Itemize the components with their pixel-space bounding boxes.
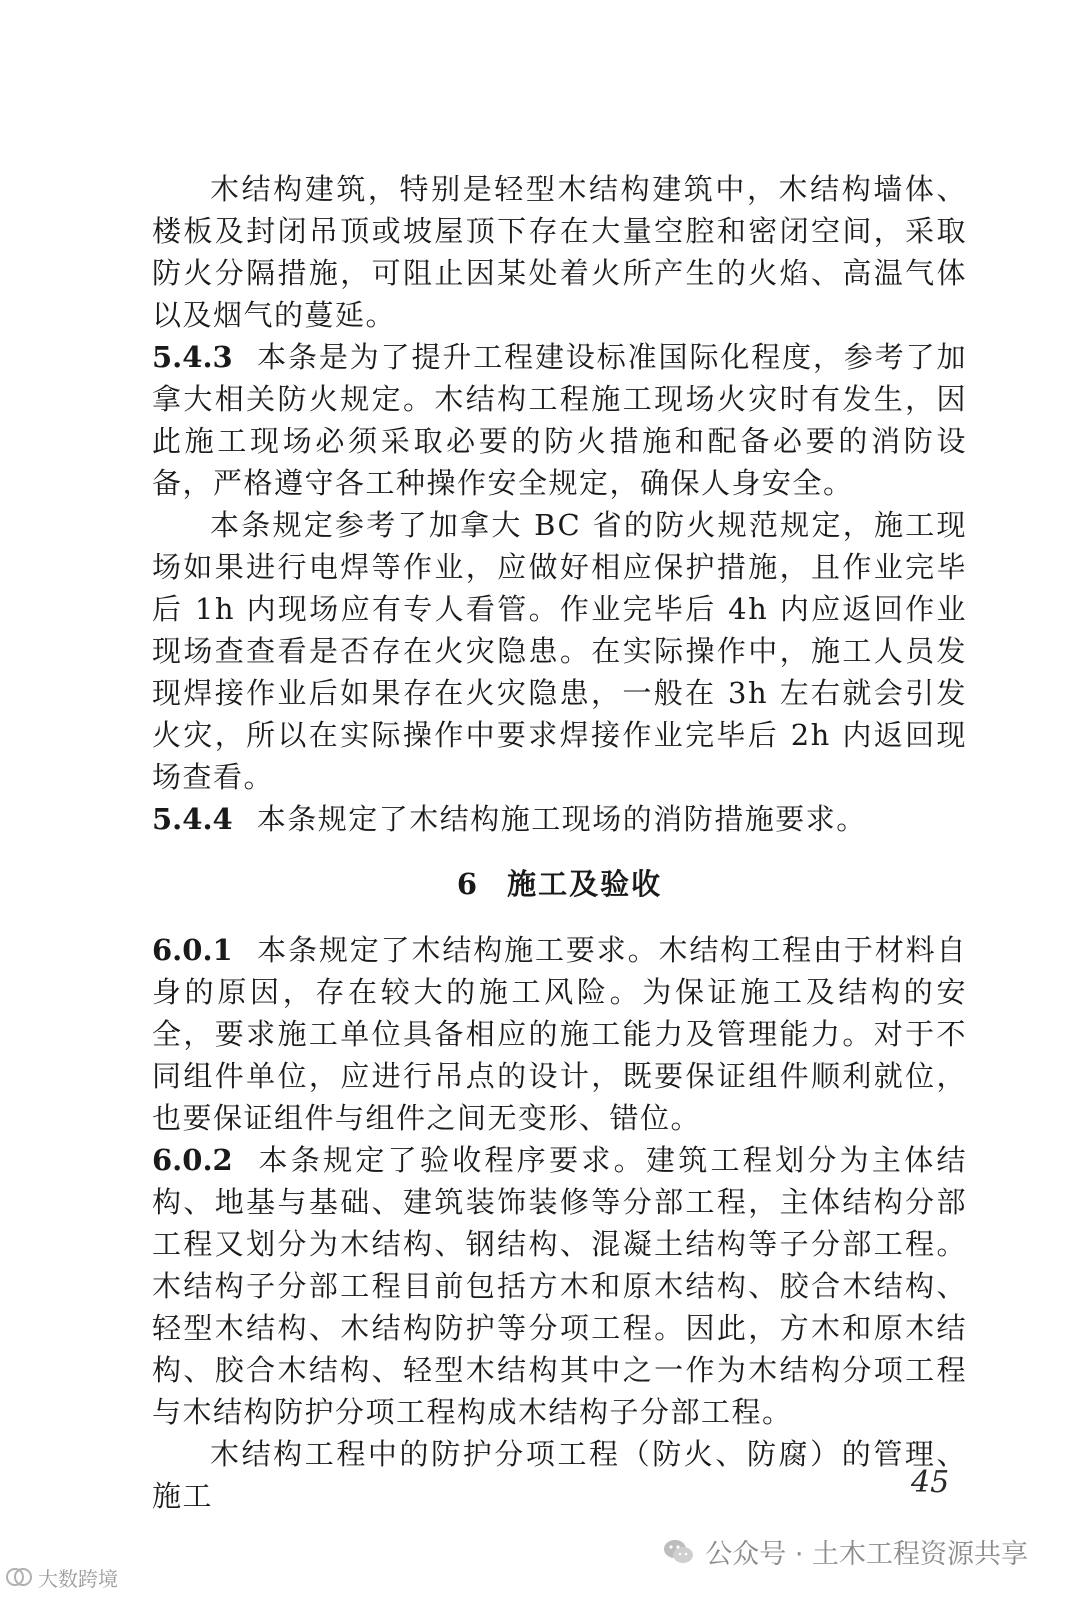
logo-icon	[4, 1562, 34, 1592]
paragraph-intro: 木结构建筑，特别是轻型木结构建筑中，木结构墙体、楼板及封闭吊顶或坡屋顶下存在大量空腔和密闭空间，采取防火分隔措施，可阻止因某处着火所产生的火焰、高温气体以及烟气的蔓延。	[152, 172, 967, 332]
chapter-heading	[152, 862, 967, 903]
paragraph-6-0-2	[152, 1139, 967, 1433]
chapter-title: 施工及验收	[507, 867, 663, 901]
page-number: 45	[911, 1465, 950, 1500]
section-number: 5.4.3	[152, 340, 233, 374]
paragraph-bc-fire-code: 本条规定参考了加拿大 BC 省的防火规范规定，施工现场如果进行电焊等作业，应做好相应保护措施，且作业完毕后 1h 内现场应有专人看管。作业完毕后 4h 内应返回作业现场查查看是否存在火灾隐患。在实际操作中，施工人员发现焊接作业后如果存在火灾隐患，一般在 3h 左右就会引发火灾，所以在实际操作中要求焊接作业完毕后 2h 内返回现场查看。	[152, 508, 967, 794]
watermark-text: 公众号 · 土木工程资源共享	[705, 1539, 1028, 1570]
paragraph-6-0-1	[152, 929, 967, 1139]
corner-mark	[4, 1562, 118, 1592]
paragraph-text: 本条是为了提升工程建设标准国际化程度，参考了加拿大相关防火规定。木结构工程施工现场火灾时有发生，因此施工现场必须采取必要的防火措施和配备必要的消防设备，严格遵守各工种操作安全规定，确保人身安全。	[152, 340, 967, 500]
section-number: 5.4.4	[152, 802, 233, 836]
section-number: 6.0.1	[152, 933, 233, 967]
paragraph-protection: 木结构工程中的防护分项工程（防火、防腐）的管理、施工	[152, 1437, 967, 1513]
paragraph-5-4-4	[152, 798, 967, 840]
corner-mark-text: 大数跨境	[38, 1566, 118, 1591]
paragraph-text: 本条规定了木结构施工现场的消防措施要求。	[256, 802, 867, 836]
chapter-number: 6	[456, 867, 480, 901]
wechat-icon	[661, 1535, 695, 1569]
watermark	[661, 1532, 1028, 1571]
document-body	[152, 168, 967, 1517]
paragraph-text: 本条规定了验收程序要求。建筑工程划分为主体结构、地基与基础、建筑装饰装修等分部工程，主体结构分部工程又划分为木结构、钢结构、混凝土结构等子分部工程。木结构子分部工程目前包括方木和原木结构、胶合木结构、轻型木结构、木结构防护等分项工程。因此，方木和原木结构、胶合木结构、轻型木结构其中之一作为木结构分项工程与木结构防护分项工程构成木结构子分部工程。	[152, 1143, 967, 1429]
section-number: 6.0.2	[152, 1143, 233, 1177]
paragraph-text: 本条规定了木结构施工要求。木结构工程由于材料自身的原因，存在较大的施工风险。为保证施工及结构的安全，要求施工单位具备相应的施工能力及管理能力。对于不同组件单位，应进行吊点的设计，既要保证组件顺利就位，也要保证组件与组件之间无变形、错位。	[152, 933, 967, 1135]
paragraph-5-4-3	[152, 336, 967, 504]
